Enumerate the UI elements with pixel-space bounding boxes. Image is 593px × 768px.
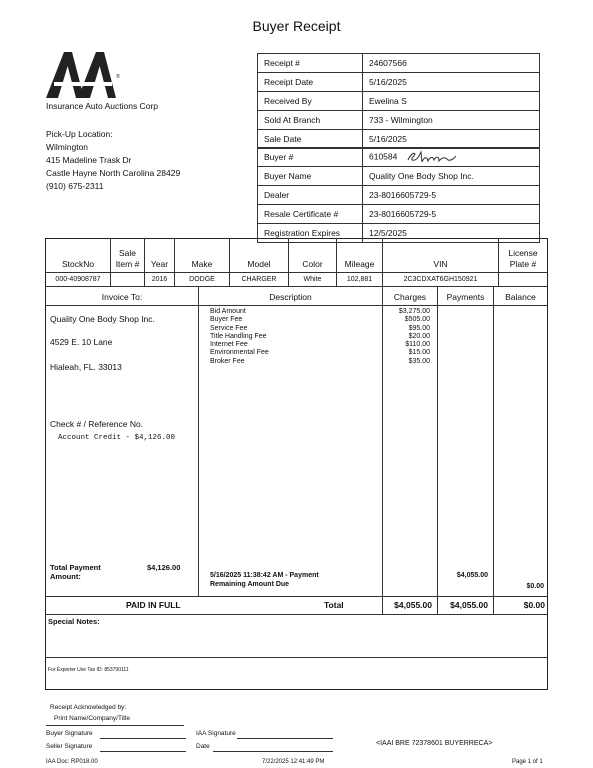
receipt-row <box>258 92 540 111</box>
receipt-label: Sale Date <box>258 130 363 149</box>
pickup-city: Castle Hayne North Carolina 28429 <box>46 168 181 178</box>
remaining-balance: $0.00 <box>526 583 544 590</box>
vehicle-color: White <box>303 276 322 283</box>
col-model: Model <box>247 259 271 269</box>
line-item-desc: Internet Fee <box>210 341 248 349</box>
receipt-label: Receipt Date <box>258 73 363 92</box>
pickup-location <box>46 128 180 193</box>
line-item-charge: $35.00 <box>408 357 430 365</box>
vehicle-vin: 2C3CDXAT6GH150921 <box>403 276 478 283</box>
buyer-label: Dealer <box>258 186 363 205</box>
svg-text:®: ® <box>116 74 120 80</box>
line-items <box>210 308 269 366</box>
receipt-acknowledged: Receipt Acknowledged by: <box>50 704 127 711</box>
pickup-phone: (910) 675-2311 <box>46 181 104 191</box>
doc-number: IAA Doc: RP018.00 <box>46 759 98 765</box>
line-item-desc: Bid Amount <box>210 308 246 315</box>
line-item-desc: Environmental Fee <box>210 349 269 357</box>
receipt-value: 5/16/2025 <box>363 73 540 92</box>
remaining-line: Remaining Amount Due <box>210 581 290 588</box>
buyer-signature-label: Buyer Signature <box>46 730 93 737</box>
buyer-info-table <box>257 147 540 243</box>
seller-signature-label: Seller Signature <box>46 743 93 750</box>
receipt-value: 5/16/2025 <box>363 130 540 149</box>
iaa-logo <box>42 48 122 102</box>
total-balance: $0.00 <box>523 600 545 610</box>
line-item-charge: $3,275.00 <box>398 308 430 315</box>
pickup-branch: Wilmington <box>46 142 89 152</box>
line-item-desc: Broker Fee <box>210 357 245 365</box>
vehicle-model: CHARGER <box>241 276 277 283</box>
total-payments: $4,055.00 <box>450 600 488 610</box>
receipt-value: 24607566 <box>363 54 540 73</box>
vehicle-year: 2016 <box>151 276 168 283</box>
description-header: Description <box>269 292 312 302</box>
line-item-charge: $505.00 <box>404 316 430 324</box>
vehicle-mileage: 102,881 <box>346 276 373 283</box>
buyer-row <box>258 186 540 205</box>
balance-header: Balance <box>505 292 536 302</box>
buyer-number: 610584 <box>369 151 398 162</box>
receipt-row <box>258 73 540 92</box>
bill-to-address: 4529 E. 10 Lane <box>50 337 113 347</box>
total-charges: $4,055.00 <box>394 600 432 610</box>
page-title: Buyer Receipt <box>252 18 341 34</box>
buyer-value: 23-8016605729-5 <box>363 205 540 224</box>
line-item-charge: $15.00 <box>408 349 430 357</box>
charges-header: Charges <box>393 292 427 302</box>
total-payment-label: Total Payment Amount: <box>50 563 101 581</box>
invoice-to-header: Invoice To: <box>101 292 143 302</box>
col-stockno: StockNo <box>61 259 95 269</box>
exporter-label: For Exporter Use Tax ID: 853790111 <box>48 667 129 673</box>
col-make: Make <box>191 259 213 269</box>
account-credit: Account Credit - $4,126.00 <box>58 434 176 442</box>
total-label: Total <box>324 600 344 610</box>
receipt-info-table <box>257 53 540 149</box>
line-item-desc: Buyer Fee <box>210 316 243 324</box>
buyer-label: Registration Expires <box>258 224 363 243</box>
payment-amount: $4,055.00 <box>456 572 488 579</box>
buyer-value: 12/5/2025 <box>363 224 540 243</box>
col-sale-item: Sale Item # <box>115 248 140 269</box>
handwritten-signature <box>406 149 458 165</box>
payments-header: Payments <box>446 292 485 302</box>
iaa-signature-label: IAA Signature <box>196 730 236 737</box>
payment-line: 5/16/2025 11:38:42 AM - Payment <box>210 572 319 579</box>
printed-timestamp: 7/22/2025 12:41:49 PM <box>262 759 325 765</box>
line-item-desc: Title Handling Fee <box>210 332 267 340</box>
buyer-value <box>363 148 540 167</box>
receipt-row <box>258 130 540 149</box>
line-item-charge: $95.00 <box>408 324 430 332</box>
receipt-value: 733 - Wilmington <box>363 111 540 130</box>
buyer-label: Buyer Name <box>258 167 363 186</box>
bill-to-name: Quality One Body Shop Inc. <box>50 314 155 324</box>
col-mileage: Mileage <box>344 259 375 269</box>
line-charges <box>383 308 430 366</box>
check-ref-label: Check # / Reference No. <box>50 419 144 429</box>
receipt-row <box>258 54 540 73</box>
total-payment-value: $4,126.00 <box>147 563 181 572</box>
col-license: License Plate # <box>508 248 538 269</box>
col-year: Year <box>150 259 169 269</box>
print-name-label: Print Name/Company/Title <box>54 715 130 722</box>
buyer-label: Resale Certificate # <box>258 205 363 224</box>
buyer-value: Quality One Body Shop Inc. <box>363 167 540 186</box>
buyer-row <box>258 148 540 167</box>
receipt-label: Receipt # <box>258 54 363 73</box>
pickup-label: Pick-Up Location: <box>46 129 113 139</box>
paid-in-full: PAID IN FULL <box>126 600 181 610</box>
buyer-value: 23-8016605729-5 <box>363 186 540 205</box>
page-number: Page 1 of 1 <box>512 759 543 765</box>
buyer-row <box>258 167 540 186</box>
line-item-charge: $110.00 <box>405 341 430 349</box>
line-item-charge: $20.00 <box>408 332 430 340</box>
receipt-value: Ewelina S <box>363 92 540 111</box>
company-name: Insurance Auto Auctions Corp <box>46 101 158 111</box>
bill-to-city: Hialeah, FL. 33013 <box>50 362 122 372</box>
buyer-label: Buyer # <box>258 148 363 167</box>
receipt-label: Sold At Branch <box>258 111 363 130</box>
line-item-desc: Service Fee <box>210 324 248 332</box>
vehicle-stockno: 000-40908787 <box>55 276 101 283</box>
pickup-street: 415 Madeline Trask Dr <box>46 155 132 165</box>
receipt-label: Received By <box>258 92 363 111</box>
document-code: <IAAI BRE 72378601 BUYERRECA> <box>376 740 493 747</box>
vehicle-make: DODGE <box>189 276 215 283</box>
buyer-row <box>258 205 540 224</box>
receipt-row <box>258 111 540 130</box>
col-color: Color <box>302 259 323 269</box>
special-notes-label: Special Notes: <box>48 617 100 626</box>
col-vin: VIN <box>433 259 448 269</box>
date-label: Date <box>196 743 210 750</box>
